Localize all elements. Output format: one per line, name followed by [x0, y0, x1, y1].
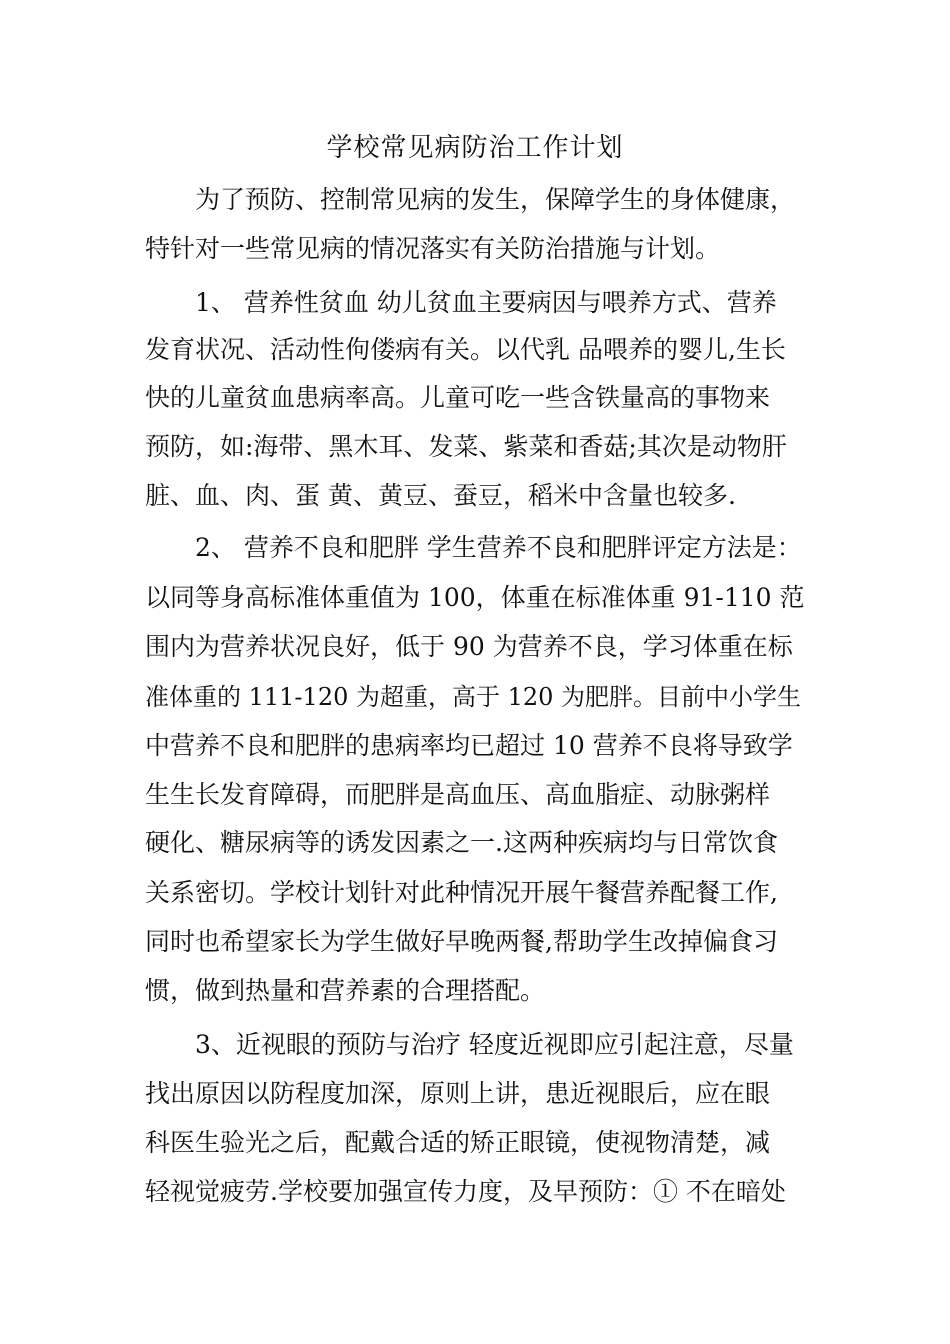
text-line: 发育状况、活动性佝偻病有关。以代乳 品喂养的婴儿,生长: [145, 335, 786, 364]
text-line: 2、 营养不良和肥胖 学生营养不良和肥胖评定方法是：: [195, 533, 802, 562]
text-line: 脏、血、肉、蛋 黄、黄豆、蚕豆，稻米中含量也较多.: [145, 481, 736, 510]
text-line: 特针对一些常见病的情况落实有关防治措施与计划。: [145, 234, 721, 263]
text-line: 关系密切。学校计划针对此种情况开展午餐营养配餐工作,: [145, 878, 778, 907]
text-line: 为了预防、控制常见病的发生，保障学生的身体健康，: [195, 185, 796, 214]
text-line: 快的儿童贫血患病率高。儿童可吃一些含铁量高的事物来: [145, 383, 771, 412]
text-line: 找出原因以防程度加深，原则上讲，患近视眼后，应在眼: [145, 1079, 771, 1108]
text-line: 3、近视眼的预防与治疗 轻度近视即应引起注意，尽量: [195, 1030, 794, 1059]
text-line: 科医生验光之后，配戴合适的矫正眼镜，使视物清楚，减: [145, 1128, 771, 1157]
text-line: 轻视觉疲劳.学校要加强宣传力度，及早预防：① 不在暗处: [145, 1177, 786, 1206]
text-line: 围内为营养状况良好，低于 90 为营养不良，学习体重在标: [145, 632, 793, 661]
text-line: 生生长发育障碍，而肥胖是高血压、高血脂症、动脉粥样: [145, 780, 771, 809]
text-line: 1、 营养性贫血 幼儿贫血主要病因与喂养方式、营养: [195, 288, 777, 317]
text-line: 同时也希望家长为学生做好早晚两餐,帮助学生改掉偏食习: [145, 927, 778, 956]
text-line: 硬化、糖尿病等的诱发因素之一.这两种疾病均与日常饮食: [145, 828, 778, 857]
text-line: 准体重的 111-120 为超重，高于 120 为肥胖。目前中小学生: [145, 683, 802, 711]
text-line: 预防，如:海带、黑木耳、发菜、紫菜和香菇;其次是动物肝: [145, 432, 787, 461]
text-line: 中营养不良和肥胖的患病率均已超过 10 营养不良将导致学: [145, 731, 793, 760]
text-line: 以同等身高标准体重值为 100，体重在标准体重 91-110 范: [145, 583, 805, 612]
page-title: 学校常见病防治工作计划: [326, 133, 624, 163]
text-line: 惯，做到热量和营养素的合理搭配。: [145, 976, 546, 1005]
